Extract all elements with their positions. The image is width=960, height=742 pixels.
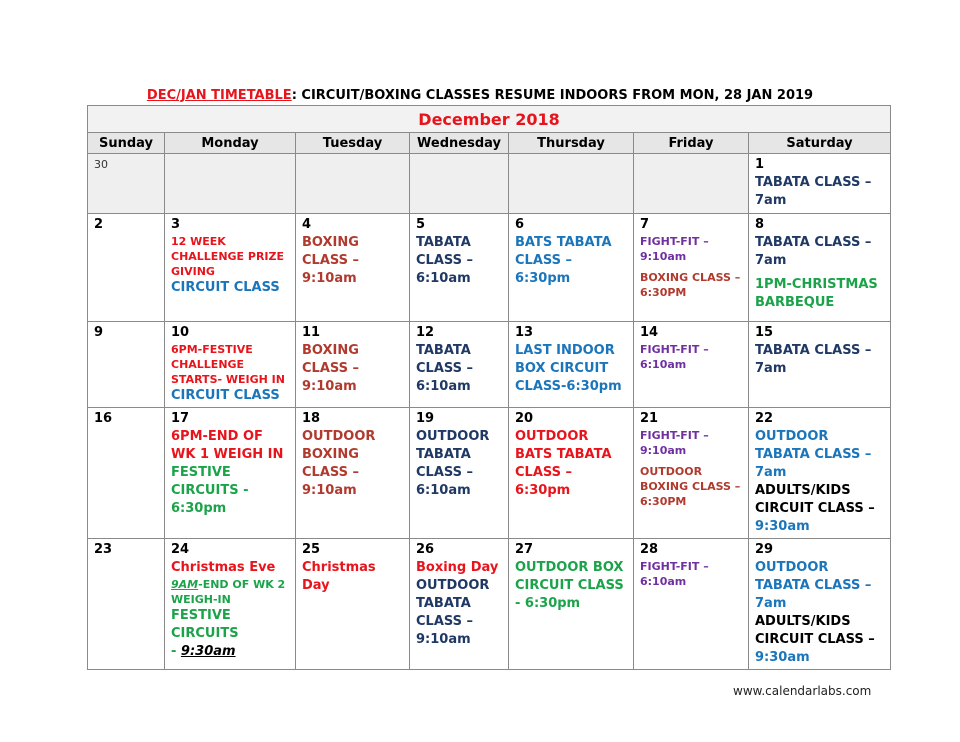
event-text: 1PM-CHRISTMAS BARBEQUE xyxy=(755,277,878,310)
event-text: OUTDOOR BATS TABATA CLASS – 6:30pm xyxy=(515,429,612,498)
event-time: 9AM xyxy=(171,578,199,591)
event-text: 9:30am xyxy=(755,650,810,665)
day-cell-21 xyxy=(634,408,749,539)
event-time: 9:30am xyxy=(180,644,236,659)
weekday-tuesday: Tuesday xyxy=(296,133,410,154)
day-cell-12 xyxy=(410,322,509,408)
event-text: CIRCUIT CLASS xyxy=(171,280,280,295)
weekday-sunday: Sunday xyxy=(88,133,165,154)
empty-cell xyxy=(296,154,410,214)
event-text: BOXING CLASS – 9:10am xyxy=(302,343,360,394)
calendar-table xyxy=(87,105,891,670)
event-text: OUTDOOR TABATA CLASS – 7am xyxy=(755,429,872,480)
event-text: OUTDOOR BOX CIRCUIT CLASS - 6:30pm xyxy=(515,560,624,611)
event-text: BOXING CLASS – 6:30PM xyxy=(640,271,741,299)
event-text: Boxing Day xyxy=(416,560,499,575)
week-row xyxy=(88,322,891,408)
day-cell-22 xyxy=(749,408,891,539)
day-cell-14 xyxy=(634,322,749,408)
event-text: OUTDOOR TABATA CLASS – 6:10am xyxy=(416,429,490,498)
empty-cell xyxy=(410,154,509,214)
day-cell-24 xyxy=(165,539,296,670)
event-text: LAST INDOOR BOX CIRCUIT CLASS-6:30pm xyxy=(515,343,622,394)
day-number: 30 xyxy=(94,158,108,171)
day-cell-18 xyxy=(296,408,410,539)
event-text: 6PM-END OF WK 1 WEIGH IN xyxy=(171,429,284,462)
day-number: 26 xyxy=(416,542,435,557)
event-dash: - xyxy=(171,644,181,659)
event-text: OUTDOOR BOXING CLASS – 6:30PM xyxy=(640,465,741,508)
weekday-monday: Monday xyxy=(165,133,296,154)
day-cell-25 xyxy=(296,539,410,670)
event-text: TABATA CLASS – 7am xyxy=(755,175,872,208)
event-text: OUTDOOR TABATA CLASS – 7am xyxy=(755,560,872,611)
day-number: 13 xyxy=(515,325,534,340)
event-text xyxy=(171,643,289,661)
day-cell-9 xyxy=(88,322,165,408)
day-cell-11 xyxy=(296,322,410,408)
day-number: 20 xyxy=(515,411,534,426)
day-cell-4 xyxy=(296,214,410,322)
event-text: TABATA CLASS – 7am xyxy=(755,343,872,376)
day-cell-3 xyxy=(165,214,296,322)
event-text: BATS TABATA CLASS – 6:30pm xyxy=(515,235,612,286)
month-title: December 2018 xyxy=(88,106,891,133)
weekday-header-row xyxy=(88,133,891,154)
day-cell-26 xyxy=(410,539,509,670)
day-cell-17 xyxy=(165,408,296,539)
day-number: 3 xyxy=(171,217,181,232)
day-number: 1 xyxy=(755,157,765,172)
day-cell-28 xyxy=(634,539,749,670)
day-cell-15 xyxy=(749,322,891,408)
week-row xyxy=(88,214,891,322)
day-cell-27 xyxy=(509,539,634,670)
day-cell-23 xyxy=(88,539,165,670)
day-cell-20 xyxy=(509,408,634,539)
event-text: OUTDOOR TABATA CLASS – 9:10am xyxy=(416,578,490,647)
day-number: 24 xyxy=(171,542,190,557)
event-text: BOXING CLASS – 9:10am xyxy=(302,235,360,286)
day-cell-29 xyxy=(749,539,891,670)
empty-cell xyxy=(509,154,634,214)
day-number: 6 xyxy=(515,217,525,232)
day-number: 10 xyxy=(171,325,190,340)
day-number: 5 xyxy=(416,217,426,232)
day-cell-7 xyxy=(634,214,749,322)
event-text: FIGHT-FIT – 6:10am xyxy=(640,343,709,371)
day-number: 12 xyxy=(416,325,435,340)
event-text: FIGHT-FIT – 9:10am xyxy=(640,235,709,263)
event-text xyxy=(171,577,289,607)
timetable-header xyxy=(0,88,960,103)
weekday-thursday: Thursday xyxy=(509,133,634,154)
day-number: 15 xyxy=(755,325,774,340)
event-text-rest: -END OF WK 2 WEIGH-IN xyxy=(171,578,286,606)
header-rest: : CIRCUIT/BOXING CLASSES RESUME INDOORS FROM MON, 28 JAN 2019 xyxy=(291,88,814,103)
day-number: 23 xyxy=(94,542,113,557)
header-highlight: DEC/JAN TIMETABLE xyxy=(146,88,292,103)
event-text: Christmas Eve xyxy=(171,560,276,575)
weekday-saturday: Saturday xyxy=(749,133,891,154)
day-cell-6 xyxy=(509,214,634,322)
day-number: 19 xyxy=(416,411,435,426)
day-number: 28 xyxy=(640,542,659,557)
day-number: 9 xyxy=(94,325,104,340)
day-number: 22 xyxy=(755,411,774,426)
day-cell-2 xyxy=(88,214,165,322)
day-number: 17 xyxy=(171,411,190,426)
event-text: Christmas Day xyxy=(302,560,376,593)
event-text: TABATA CLASS – 6:10am xyxy=(416,343,474,394)
day-cell-13 xyxy=(509,322,634,408)
week-row xyxy=(88,154,891,214)
event-text: FESTIVE CIRCUITS xyxy=(171,608,239,641)
day-number: 2 xyxy=(94,217,104,232)
empty-cell xyxy=(634,154,749,214)
event-text: TABATA CLASS – 7am xyxy=(755,235,872,268)
event-text: CIRCUIT CLASS xyxy=(171,388,280,403)
day-number: 8 xyxy=(755,217,765,232)
event-text: FESTIVE CIRCUITS - 6:30pm xyxy=(171,465,249,516)
event-text: ADULTS/KIDS CIRCUIT CLASS – xyxy=(755,483,875,516)
day-number: 16 xyxy=(94,411,113,426)
day-number: 4 xyxy=(302,217,312,232)
day-cell-8 xyxy=(749,214,891,322)
event-text: 12 WEEK CHALLENGE PRIZE GIVING xyxy=(171,235,285,278)
day-number: 25 xyxy=(302,542,321,557)
day-cell-16 xyxy=(88,408,165,539)
weekday-friday: Friday xyxy=(634,133,749,154)
event-text: FIGHT-FIT – 9:10am xyxy=(640,429,709,457)
week-row xyxy=(88,539,891,670)
day-cell-5 xyxy=(410,214,509,322)
event-text: TABATA CLASS – 6:10am xyxy=(416,235,474,286)
event-text: 9:30am xyxy=(755,519,810,534)
week-row xyxy=(88,408,891,539)
weekday-wednesday: Wednesday xyxy=(410,133,509,154)
footer-credit: www.calendarlabs.com xyxy=(733,684,872,698)
day-cell-10 xyxy=(165,322,296,408)
empty-cell xyxy=(165,154,296,214)
day-number: 27 xyxy=(515,542,534,557)
event-text: FIGHT-FIT – 6:10am xyxy=(640,560,709,588)
day-cell-19 xyxy=(410,408,509,539)
day-number: 18 xyxy=(302,411,321,426)
event-text: ADULTS/KIDS CIRCUIT CLASS – xyxy=(755,614,875,647)
day-number: 11 xyxy=(302,325,321,340)
day-number: 29 xyxy=(755,542,774,557)
event-text: 6PM-FESTIVE CHALLENGE STARTS- WEIGH IN xyxy=(171,343,285,386)
day-cell-30 xyxy=(88,154,165,214)
day-cell-1 xyxy=(749,154,891,214)
day-number: 14 xyxy=(640,325,659,340)
day-number: 21 xyxy=(640,411,659,426)
event-text: OUTDOOR BOXING CLASS – 9:10am xyxy=(302,429,376,498)
day-number: 7 xyxy=(640,217,650,232)
